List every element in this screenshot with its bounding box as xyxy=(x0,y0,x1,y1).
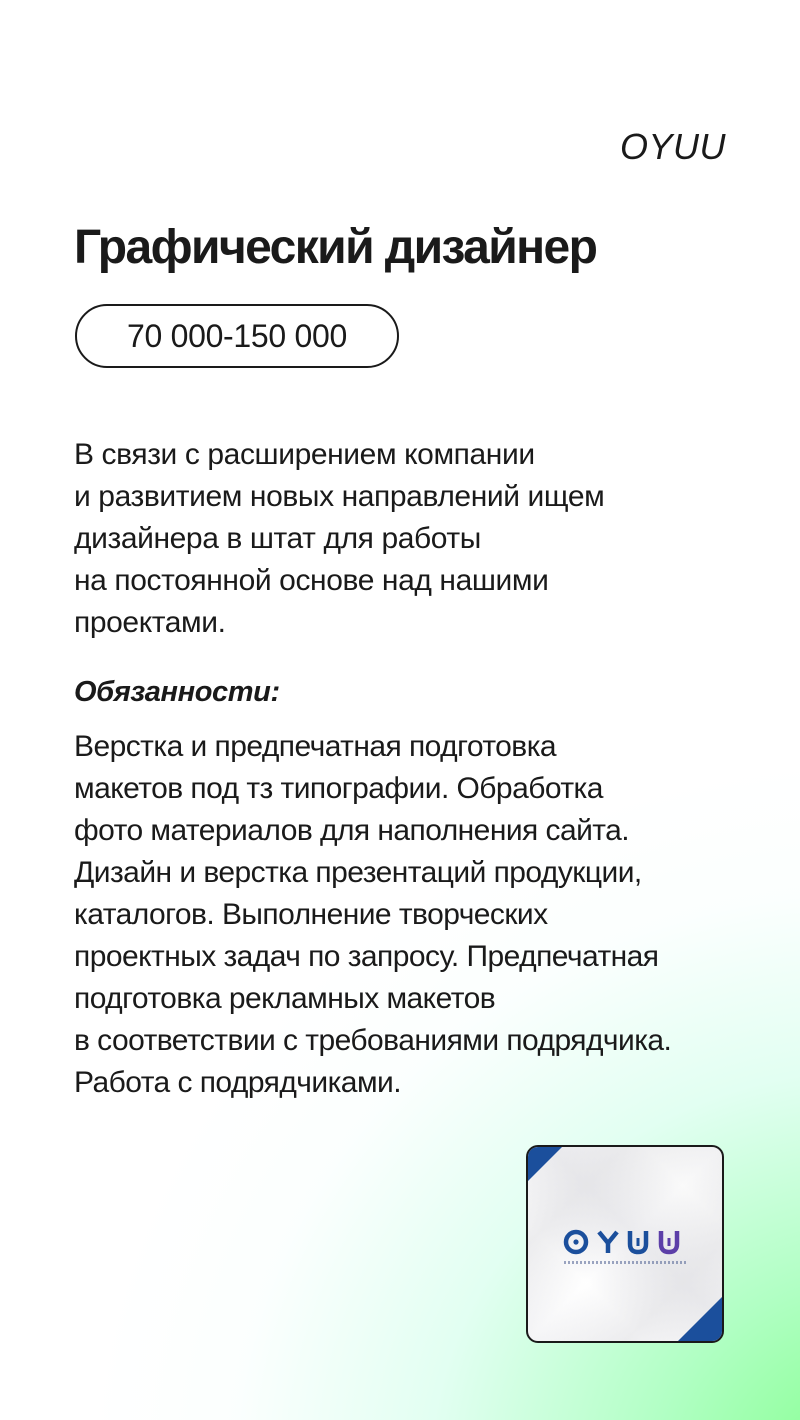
intro-line: дизайнера в штат для работы xyxy=(74,522,481,555)
salary-badge: 70 000-150 000 xyxy=(75,304,399,368)
intro-line: на постоянной основе над нашими xyxy=(74,564,549,597)
oyuu-logo-icon xyxy=(528,1227,722,1257)
duties-line: каталогов. Выполнение творческих xyxy=(74,898,548,931)
corner-accent-bottom-right xyxy=(678,1297,722,1341)
logo-tagline-decoration xyxy=(564,1261,688,1264)
intro-line: и развитием новых направлений ищем xyxy=(74,480,605,513)
duties-line: Верстка и предпечатная подготовка xyxy=(74,730,557,763)
intro-line: проектами. xyxy=(74,606,226,639)
intro-line: В связи с расширением компании xyxy=(74,438,535,471)
duties-heading: Обязанности: xyxy=(74,676,280,708)
oyuu-logo-svg xyxy=(563,1227,687,1257)
duties-text xyxy=(74,726,784,1104)
duties-line: Дизайн и верстка презентаций продукции, xyxy=(74,856,642,889)
duties-line: фото материалов для наполнения сайта. xyxy=(74,814,630,847)
duties-line: Работа с подрядчиками. xyxy=(74,1066,402,1099)
duties-line: в соответствии с требованиями подрядчика. xyxy=(74,1024,672,1057)
job-title: Графический дизайнер xyxy=(74,221,597,274)
duties-line: проектных задач по запросу. Предпечатная xyxy=(74,940,659,973)
duties-line: подготовка рекламных макетов xyxy=(74,982,496,1015)
corner-accent-top-left xyxy=(528,1147,562,1181)
duties-line: макетов под тз типографии. Обработка xyxy=(74,772,603,805)
intro-text xyxy=(74,434,774,644)
brand-name: OYUU xyxy=(619,126,726,167)
logo-card xyxy=(526,1145,724,1343)
